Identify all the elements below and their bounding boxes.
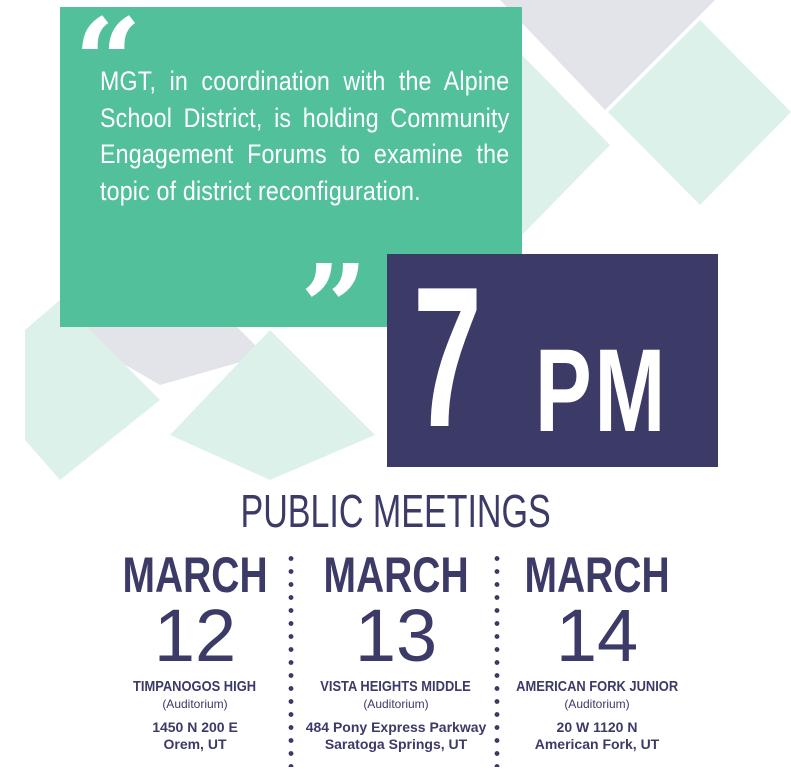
time-box	[387, 246, 718, 469]
meeting-room: (Auditorium)	[564, 697, 630, 711]
meeting-column	[296, 548, 496, 753]
meeting-day: 13	[354, 594, 438, 677]
meeting-school: TIMPANOGOS HIGH	[133, 678, 257, 695]
meeting-column	[497, 548, 697, 753]
meeting-day: 14	[555, 594, 639, 677]
open-quote-icon: “	[74, 0, 142, 131]
meeting-room: (Auditorium)	[363, 697, 429, 711]
address-line2: Orem, UT	[163, 736, 227, 752]
meeting-month: MARCH	[122, 547, 268, 603]
meeting-address	[296, 719, 496, 753]
address-line2: Saratoga Springs, UT	[324, 736, 468, 752]
meeting-day: 12	[153, 594, 237, 677]
meeting-room: (Auditorium)	[162, 697, 228, 711]
close-quote-icon: ”	[300, 238, 368, 377]
meeting-month: MARCH	[323, 547, 469, 603]
address-line1: 1450 N 200 E	[152, 719, 238, 735]
meeting-month: MARCH	[524, 547, 670, 603]
address-line1: 484 Pony Express Parkway	[305, 719, 487, 735]
meeting-column	[95, 548, 295, 753]
address-line2: American Fork, UT	[534, 736, 660, 752]
address-line1: 20 W 1120 N	[556, 719, 638, 735]
quote-text: MGT, in coordination with the Alpine School District, is holding Community Engagement Forums to examine the topic of district reconfiguration.	[100, 66, 510, 206]
time-suffix: PM	[535, 325, 669, 457]
meeting-address	[497, 719, 697, 753]
meeting-address	[95, 719, 295, 753]
dotted-divider	[288, 552, 294, 767]
public-meetings-heading: PUBLIC MEETINGS	[240, 485, 551, 537]
time-hour: 7	[413, 246, 482, 469]
meeting-school: VISTA HEIGHTS MIDDLE	[320, 678, 472, 695]
meeting-school: AMERICAN FORK JUNIOR	[516, 678, 678, 695]
